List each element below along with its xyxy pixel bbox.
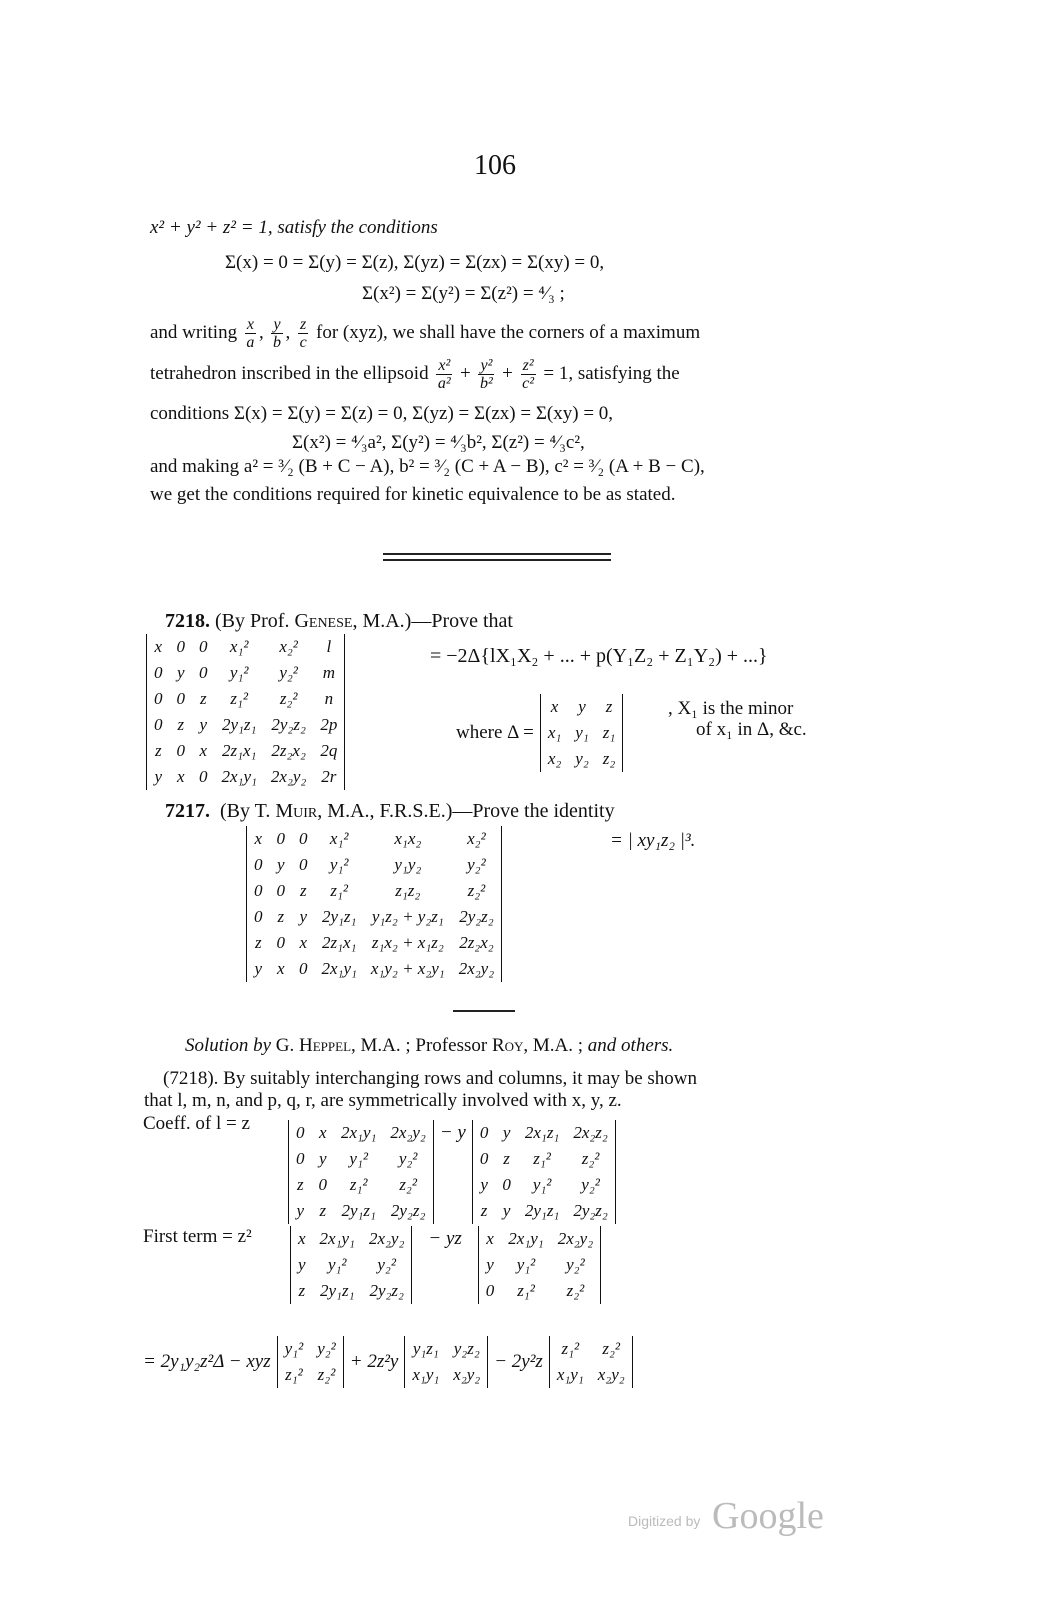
determinant-table [404,1336,488,1388]
determinant-cell: z [154,741,162,760]
determinant-table [246,826,502,982]
determinant-cell: 2x₁y₁ [319,1229,355,1248]
determinant-cell: x [199,741,208,760]
determinant-table [290,1226,412,1304]
determinant-cell: y [199,715,208,734]
determinant-cell: z [254,933,262,952]
determinant-cell: z₁² [285,1365,303,1384]
solution-paragraph-line-1: (7218). By suitably interchanging rows and columns, it may be shown [163,1068,698,1089]
determinant-cell: y₁z₂ + y₂z₁ [371,907,444,926]
denominator: c [299,334,307,351]
determinant-7218 [140,634,351,790]
determinant-cell: 0 [485,1281,495,1300]
determinant-cell: 2q [320,741,338,760]
determinant-cell: z [277,907,285,926]
text: , M.A. ; [523,1035,584,1056]
determinant-cell: 0 [299,829,308,848]
determinant-cell: 2r [321,767,337,786]
determinant-table [288,1120,434,1224]
determinant-cell: 2x₁y₁ [321,959,357,978]
intro-line-3: Σ(x²) = Σ(y²) = Σ(z²) = ⁴⁄₃ ; [362,283,565,304]
determinant-cell: 2x₁y₁ [221,767,257,786]
determinant-table [549,1336,633,1388]
determinant-row [478,1252,600,1278]
determinant-cell: 0 [479,1149,489,1168]
determinant-cell: x₂² [467,829,486,848]
intro-line-6: conditions Σ(x) = Σ(y) = Σ(z) = 0, Σ(yz) = Σ(zx) = Σ(xy) = 0, [150,403,614,424]
determinant-cell: y₁² [329,855,349,874]
determinant-row [291,1252,412,1278]
determinant-cell: z [298,1281,306,1300]
determinant-cell: 2z₂x₂ [459,933,494,952]
solution-paragraph-line-2: that l, m, n, and p, q, r, are symmetrically involved with x, y, z. [144,1090,622,1111]
determinant-cell: y₁ [575,723,589,742]
denominator: b² [480,375,493,392]
determinant-cell: 2x₁y₁ [508,1229,544,1248]
determinant-cell: z₂² [467,881,486,900]
determinant-row [147,660,345,686]
determinant-cell: y₂² [566,1255,585,1274]
fraction [436,357,452,392]
intro-line-1: x² + y² + z² = 1, satisfy the conditions [150,217,438,238]
determinant-cell: y₁² [327,1255,347,1274]
determinant-cell: z [605,697,613,716]
determinant-cell: y [299,907,308,926]
determinant-cell: 2y₂z₂ [573,1201,608,1220]
determinant-row [147,738,345,764]
determinant-cell: 0 [254,907,263,926]
where-label: where Δ = [456,722,534,743]
determinant-row [289,1172,434,1198]
determinant-cell: 0 [176,637,185,656]
determinant-table [277,1336,344,1388]
final-determinant-1 [271,1336,350,1388]
text: tetrahedron inscribed in the ellipsoid [150,362,429,384]
question-number: 7217. [165,800,210,822]
determinant-cell: x [254,829,263,848]
determinant-cell: x₂y₂ [597,1365,625,1384]
denominator: a [246,334,255,351]
determinant-row [549,1336,632,1362]
coeff-label: Coeff. of l = z [143,1113,250,1134]
text: (By T. [220,800,276,822]
author-name: G. Heppel [275,1035,352,1056]
double-rule-bottom [383,559,611,561]
determinant-cell: y [254,959,263,978]
determinant-row [247,852,502,878]
determinant-cell: z [299,881,307,900]
determinant-cell: 2y₂z₂ [459,907,494,926]
determinant-cell: z₁² [533,1149,551,1168]
determinant-cell: 0 [176,741,185,760]
first-term-label: First term = z² [143,1226,252,1247]
determinant-cell: n [324,689,334,708]
determinant-cell: z₁² [561,1339,580,1358]
solution-heading [185,1035,673,1057]
determinant-cell: 2y₁z₁ [341,1201,376,1220]
determinant-row [472,1146,615,1172]
determinant-cell: z [296,1175,304,1194]
author-name: Roy [491,1035,524,1056]
final-lead: = 2y₁y₂z²Δ − xyz [143,1351,271,1372]
determinant-cell: y₂² [317,1339,336,1358]
first-term-expression [284,1226,607,1304]
determinant-cell: 0 [154,689,163,708]
determinant-cell: y₁² [516,1255,536,1274]
determinant-row [247,904,502,930]
determinant-table [146,634,345,790]
determinant-cell: y₂z₂ [453,1339,480,1358]
determinant-cell: 2z₂x₂ [271,741,306,760]
determinant-cell: x [276,959,285,978]
determinant-row [289,1120,434,1146]
determinant-cell: y₁² [532,1175,552,1194]
determinant-cell: y₂ [575,749,589,768]
determinant-cell: 2y₁z₁ [321,907,357,926]
determinant-table [472,1120,616,1224]
determinant-cell: x₂ [547,749,562,768]
determinant-cell: z₂² [279,689,298,708]
first-determinant-1 [284,1226,418,1304]
determinant-row [540,694,622,720]
determinant-cell: 2x₂y₂ [458,959,495,978]
determinant-cell: y₂² [398,1149,418,1168]
first-determinant-2 [472,1226,607,1304]
question-7217-heading [165,800,615,823]
determinant-cell: x₁² [329,829,349,848]
determinant-cell: 0 [254,881,263,900]
determinant-cell: z [503,1149,510,1168]
numerator: x [246,316,254,333]
determinant-cell: z₁² [517,1281,535,1300]
determinant-row [472,1120,615,1146]
determinant-cell: y₁z₁ [412,1339,439,1358]
digitized-by-text: Digitized by [628,1513,701,1529]
determinant-cell: x₁ [547,723,562,742]
determinant-row [147,764,345,790]
determinant-cell: y₂² [581,1175,600,1194]
text: (By Prof. [215,610,295,632]
determinant-row [247,826,502,852]
coeff-expression [282,1120,622,1224]
determinant-cell: y [502,1123,511,1142]
text: for (xyz), we shall have the corners of a maximum [316,321,701,343]
determinant-cell: 0 [479,1123,489,1142]
determinant-cell: x [299,933,308,952]
determinant-row [291,1226,412,1252]
determinant-row [405,1362,488,1388]
determinant-cell: 0 [199,663,208,682]
determinant-cell: 2y₂z₂ [390,1201,426,1220]
question-number: 7218. [165,610,210,632]
minus-y: − y [439,1122,466,1143]
final-expression [143,1336,639,1388]
text: Solution by [185,1035,272,1056]
determinant-cell: z₁x₂ + x₁z₂ [371,933,444,952]
determinant-cell: z₂ [602,749,616,768]
google-logo: Google [712,1495,824,1537]
delta-definition [456,694,629,772]
determinant-cell: z₂² [581,1149,600,1168]
determinant-cell: y [502,1201,511,1220]
determinant-cell: 2x₁y₁ [341,1123,377,1142]
determinant-cell: x [154,637,163,656]
determinant-row [478,1226,600,1252]
intro-line-7: Σ(x²) = ⁴⁄₃a², Σ(y²) = ⁴⁄₃b², Σ(z²) = ⁴⁄₃c², [292,432,585,453]
intro-line-5 [150,357,680,392]
text: , M.A.)—Prove that [352,610,513,632]
determinant-cell: y₂² [467,855,486,874]
determinant-cell: 0 [276,933,285,952]
determinant-cell: 0 [276,829,285,848]
denominator: b [272,334,281,351]
final-determinant-3 [543,1336,639,1388]
intro-line-2: Σ(x) = 0 = Σ(y) = Σ(z), Σ(yz) = Σ(zx) = Σ(xy) = 0, [225,252,605,273]
minus-yz: − yz [428,1228,462,1249]
determinant-cell: y [276,855,285,874]
determinant-row [540,746,622,772]
determinant-cell: y [486,1255,494,1274]
coeff-determinant-2 [466,1120,622,1224]
determinant-cell: x₁y₁ [412,1365,440,1384]
determinant-cell: z₂² [317,1365,336,1384]
delta-determinant [534,694,629,772]
determinant-row [478,1278,600,1304]
intro-line-4: and writing $\frac{x}{a}$ , $\frac{y}{b}$ , $\frac{z}{c}$ for (xyz), we shall have the corners of a maximum [150,316,701,351]
determinant-cell: z [319,1201,327,1220]
determinant-cell: z [480,1201,488,1220]
determinant-cell: 0 [502,1175,511,1194]
determinant-cell: 2x₂z₂ [573,1123,608,1142]
double-rule-top [383,553,611,555]
determinant-cell: 0 [254,855,263,874]
determinant-cell: x [550,697,559,716]
determinant-row [289,1198,434,1224]
author-name: Genese [294,610,353,632]
determinant-cell: 2y₁z₁ [524,1201,560,1220]
determinant-cell: z₁² [330,881,349,900]
determinant-cell: 0 [296,1123,305,1142]
page-number: 106 [474,150,516,181]
fraction [298,316,308,351]
denominator: a² [437,375,451,392]
determinant-row [289,1146,434,1172]
fraction [271,316,282,351]
question-7217-rhs: = | xy₁z₂ |³. [610,830,696,851]
determinant-cell: 0 [154,663,163,682]
determinant-cell: y₁² [229,663,249,682]
determinant-cell: y [296,1201,305,1220]
determinant-cell: z₂² [602,1339,621,1358]
determinant-cell: 2x₂y₂ [368,1229,405,1248]
determinant-row [277,1362,343,1388]
determinant-cell: y [176,663,185,682]
numerator: x² [438,357,451,374]
determinant-cell: x₂y₂ [453,1365,481,1384]
determinant-cell: m [322,663,335,682]
section-rule [453,1010,515,1012]
final-minus-term: − 2y²z [494,1351,543,1372]
determinant-cell: x [486,1229,494,1248]
determinant-table [540,694,623,772]
determinant-cell: x₁² [229,637,249,656]
determinant-cell: z₂² [399,1175,417,1194]
text: and others. [587,1035,674,1056]
determinant-cell: 2x₂y₂ [390,1123,426,1142]
determinant-7217 [240,826,508,982]
determinant-cell: y [318,1149,327,1168]
determinant-cell: x₁x₂ [394,829,422,848]
determinant-row [147,712,345,738]
determinant-row [277,1336,343,1362]
determinant-cell: 0 [199,767,208,786]
determinant-row [291,1278,412,1304]
text: , M.A. ; Professor [351,1035,492,1056]
determinant-row [472,1198,615,1224]
determinant-cell: y₁² [349,1149,368,1168]
determinant-cell: x₁y₂ + x₂y₁ [370,959,445,978]
determinant-row [549,1362,632,1388]
minor-line-1: , X₁ is the minor [668,698,794,719]
determinant-cell: x [298,1229,306,1248]
determinant-table [478,1226,601,1304]
determinant-cell: y₂² [377,1255,396,1274]
text: and writing [150,321,238,343]
determinant-cell: 2x₂y₂ [270,767,307,786]
question-7218-rhs: = −2Δ{lX₁X₂ + ... + p(Y₁Z₂ + Z₁Y₂) + ...} [430,645,768,667]
determinant-cell: l [326,637,332,656]
numerator: z [300,316,307,333]
determinant-row [247,956,502,982]
determinant-row [147,634,345,660]
determinant-cell: z₁² [230,689,249,708]
determinant-cell: 2y₁z₁ [221,715,257,734]
determinant-row [147,686,345,712]
coeff-determinant-1 [282,1120,440,1224]
question-7218-heading [165,610,513,633]
determinant-cell: x₁y₁ [556,1365,584,1384]
intro-line-9: we get the conditions required for kinetic equivalence to be as stated. [150,484,676,505]
determinant-row [247,930,502,956]
determinant-cell: 2p [320,715,338,734]
final-plus-term: + 2z²y [349,1351,399,1372]
determinant-cell: 2x₁z₁ [524,1123,560,1142]
determinant-cell: y₁y₂ [394,855,422,874]
determinant-cell: 0 [154,715,163,734]
minor-line-2: of x₁ in Δ, &c. [696,719,807,740]
determinant-cell: z₁ [602,723,616,742]
determinant-cell: 2y₁z₁ [320,1281,355,1300]
determinant-row [247,878,502,904]
determinant-row [540,720,622,746]
determinant-cell: z₁² [349,1175,368,1194]
author-name: Muir [275,800,318,822]
determinant-cell: x [176,767,185,786]
determinant-cell: 2z₁x₁ [221,741,257,760]
determinant-row [405,1336,488,1362]
determinant-cell: z [199,689,207,708]
determinant-cell: 2z₁x₁ [321,933,357,952]
determinant-cell: x [318,1123,327,1142]
determinant-cell: y [298,1255,306,1274]
determinant-cell: 2x₂y₂ [557,1229,594,1248]
determinant-cell: z₁z₂ [395,881,421,900]
intro-line-8: and making a² = ³⁄₂ (B + C − A), b² = ³⁄₂ (C + A − B), c² = ³⁄₂ (A + B − C), [150,456,705,477]
determinant-cell: z₂² [566,1281,585,1300]
determinant-cell: 0 [199,637,208,656]
determinant-cell: 2y₂z₂ [271,715,306,734]
determinant-cell: 0 [276,881,285,900]
determinant-cell: 0 [318,1175,327,1194]
determinant-cell: y [578,697,586,716]
determinant-cell: y₁² [284,1339,304,1358]
text: = 1, satisfying the [543,362,680,384]
determinant-cell: 0 [299,959,308,978]
determinant-cell: y [480,1175,488,1194]
determinant-cell: y₂² [279,663,298,682]
determinant-cell: z [177,715,185,734]
determinant-cell: 0 [299,855,308,874]
text: , M.A., F.R.S.E.)—Prove the identity [317,800,615,822]
plus: + [460,362,471,384]
determinant-cell: 0 [176,689,185,708]
determinant-cell: 0 [296,1149,305,1168]
determinant-cell: 2y₂z₂ [369,1281,404,1300]
fraction [245,316,256,351]
numerator: y² [480,357,493,374]
fraction [521,357,536,392]
numerator: y [273,316,281,333]
determinant-row [472,1172,615,1198]
denominator: c² [522,375,535,392]
fraction [478,357,494,392]
determinant-cell: x₂² [279,637,298,656]
final-determinant-2 [398,1336,494,1388]
determinant-cell: y [154,767,163,786]
numerator: z² [522,357,534,374]
plus: + [502,362,513,384]
